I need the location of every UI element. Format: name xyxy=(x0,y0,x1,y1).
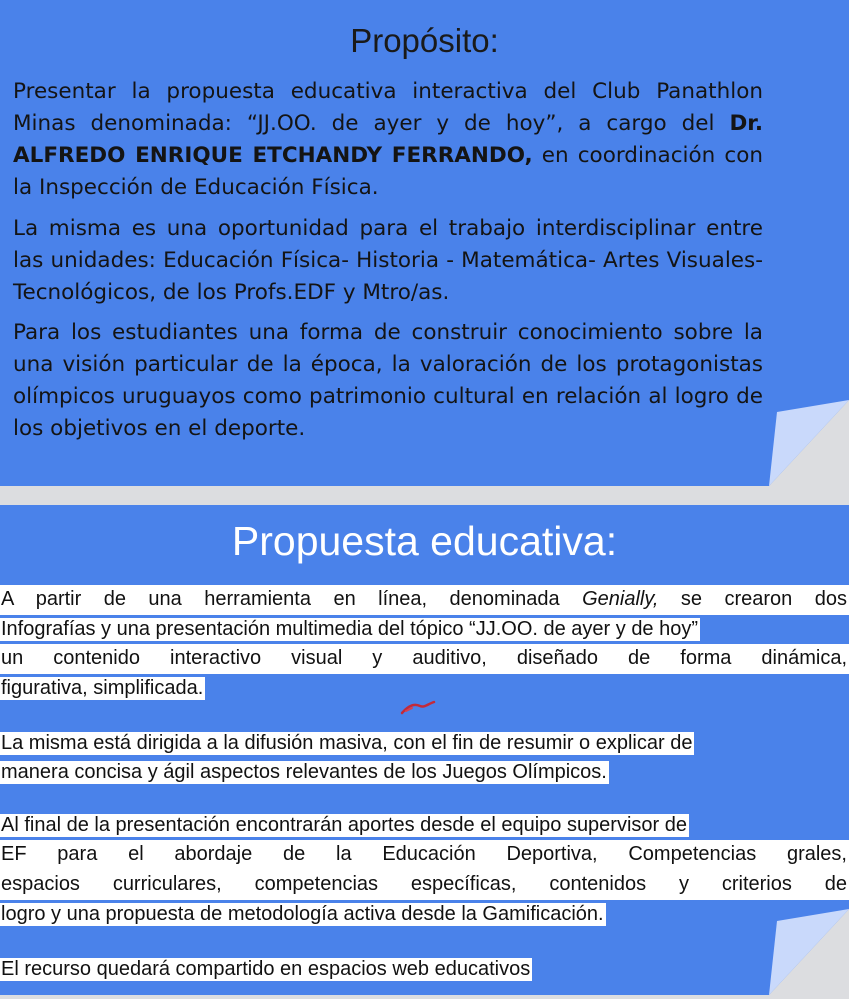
text-line: El recurso quedará compartido en espacios web educativos xyxy=(1,958,531,980)
text-line xyxy=(0,585,849,615)
text-line: Para los estudiantes una forma de construir conocimiento xyxy=(13,320,663,345)
text-line: logro y una propuesta de metodología activa desde la Gamificación. xyxy=(1,903,604,925)
proposito-paragraph-3 xyxy=(13,317,763,445)
author-name: Dr. ALFREDO ENRIQUE ETCHANDY FERRANDO, xyxy=(13,111,763,168)
text-line: La misma es una oportunidad para el trabajo interdisciplinar xyxy=(13,216,696,241)
text-line: entre las unidades: Educación Física- Historia - Matemática- xyxy=(13,216,763,273)
text-line: protagonistas olímpicos uruguayos como patrimonio cultural xyxy=(13,352,763,409)
text-line: coordinación con la Inspección de Educación Física. xyxy=(13,143,763,200)
proposito-panel xyxy=(0,0,849,486)
genially-name: Genially, xyxy=(582,588,659,610)
text-line: en xyxy=(532,143,569,168)
text-line: Infografías y una presentación multimedia del tópico “JJ.OO. de ayer y de hoy” xyxy=(1,618,699,640)
text-line: Panathlon Minas denominada: “JJ.OO. de ayer y de hoy”, a xyxy=(13,79,763,136)
red-scribble-mark xyxy=(398,698,438,718)
text-line: manera concisa y ágil aspectos relevantes de los Juegos Olímpicos. xyxy=(1,761,607,783)
text-line: un contenido interactivo visual y auditivo, diseñado de forma dinámica, xyxy=(0,644,849,674)
text-line: sobre la una visión particular de la época, la valoración de los xyxy=(13,320,763,377)
text-line: espacios curriculares, competencias específicas, contenidos y criterios de xyxy=(0,870,849,900)
proposito-title: Propósito: xyxy=(350,22,499,59)
text-line: en relación al logro de los objetivos en el deporte. xyxy=(13,384,764,441)
text-line: Al final de la presentación encontrarán aportes desde el equipo supervisor de xyxy=(1,814,687,836)
proposito-paragraph-1 xyxy=(13,76,763,204)
text-segment: se crearon dos xyxy=(658,588,847,610)
propuesta-block-4 xyxy=(0,955,532,984)
text-line: Presentar la propuesta educativa interactiva del Club xyxy=(13,79,641,104)
propuesta-panel xyxy=(0,505,849,995)
text-line: La misma está dirigida a la difusión masiva, con el fin de resumir o explicar de xyxy=(1,732,693,754)
proposito-paragraph-2 xyxy=(13,213,763,309)
propuesta-block-1 xyxy=(0,585,849,703)
propuesta-block-2 xyxy=(0,729,694,787)
text-line: cargo del xyxy=(606,111,730,136)
text-line: EF para el abordaje de la Educación Deportiva, Competencias grales, xyxy=(0,840,849,870)
page-fold-icon xyxy=(769,400,849,486)
text-line: figurativa, simplificada. xyxy=(1,677,204,699)
propuesta-block-3 xyxy=(0,811,849,929)
propuesta-title: Propuesta educativa: xyxy=(231,518,618,564)
text-line: Artes Visuales-Tecnológicos, de los Profs.EDF y Mtro/as. xyxy=(13,248,763,305)
text-segment: A partir de una herramienta en línea, denominada xyxy=(1,588,583,610)
page-fold-icon xyxy=(769,909,849,995)
